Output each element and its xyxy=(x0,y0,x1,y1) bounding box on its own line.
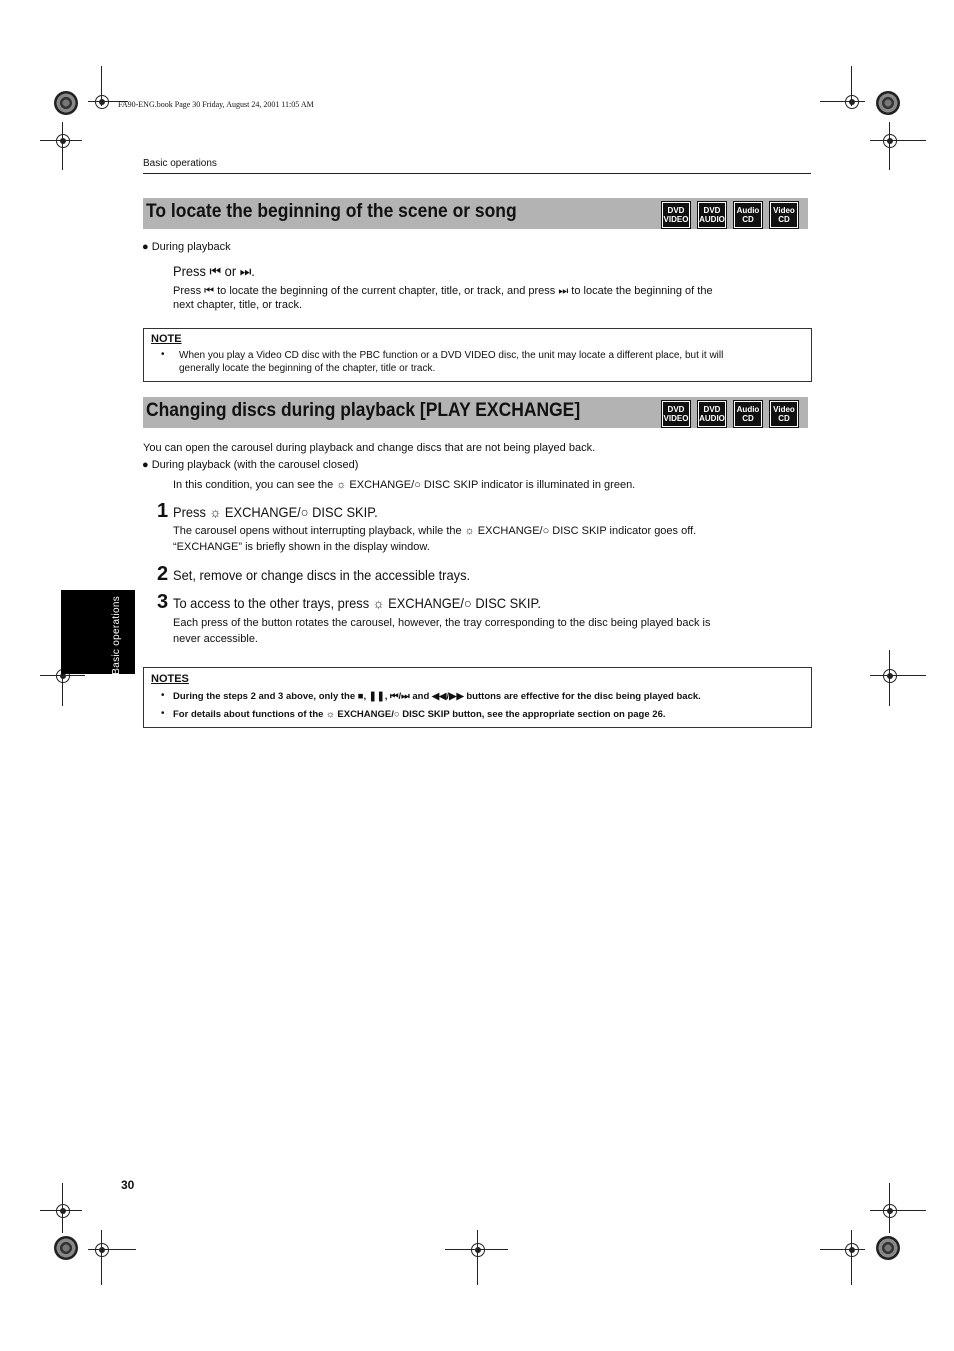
note-text-line1: When you play a Video CD disc with the PBC function or a DVD VIDEO disc, the unit may locate a different place, but it will xyxy=(179,350,724,361)
exchange-intro: You can open the carousel during playback and change discs that are not being played back. xyxy=(143,442,596,454)
section-bar-exchange xyxy=(143,397,808,428)
disc-badges xyxy=(662,401,798,427)
step-3-detail1: Each press of the button rotates the carousel, however, the tray corresponding to the disc being played back is xyxy=(173,617,711,629)
section-bar-locate xyxy=(143,198,808,229)
section-title-exchange: Changing discs during playback [PLAY EXCHANGE] xyxy=(146,400,581,421)
video-cd-badge: Video CD xyxy=(770,202,798,228)
instruction-detail-line1: Press ⏮ to locate the beginning of the current chapter, title, or track, and press ⏭ to locate the beginning of the xyxy=(173,285,713,297)
step-1-detail2: “EXCHANGE” is briefly shown in the display window. xyxy=(173,541,430,553)
note-title: NOTE xyxy=(151,333,182,345)
exchange-condition-detail: In this condition, you can see the ☼ EXCHANGE/○ DISC SKIP indicator is illuminated in green. xyxy=(173,479,636,491)
step-1-number: 1 xyxy=(157,500,169,522)
page-number: 30 xyxy=(121,1178,135,1192)
step-1-text: Press ☼ EXCHANGE/○ DISC SKIP. xyxy=(173,504,378,520)
dvd-audio-badge: DVD AUDIO xyxy=(698,202,726,228)
notes-bullet-1: • xyxy=(161,690,165,701)
note-box-locate xyxy=(143,328,812,382)
audio-cd-badge: Audio CD xyxy=(734,401,762,427)
header-rule xyxy=(143,173,811,174)
section-title-locate: To locate the beginning of the scene or song xyxy=(146,201,517,222)
notes-item-1: During the steps 2 and 3 above, only the ■, ❚❚, ⏮/⏭ and ◀◀/▶▶ buttons are effective for the disc being played back. xyxy=(173,691,701,702)
condition-during-playback: ● During playback xyxy=(142,241,231,253)
step-2-text: Set, remove or change discs in the accessible trays. xyxy=(173,567,471,583)
dvd-video-badge: DVD VIDEO xyxy=(662,202,690,228)
video-cd-badge: Video CD xyxy=(770,401,798,427)
side-tab-label: Basic operations xyxy=(111,596,122,675)
dvd-video-badge: DVD VIDEO xyxy=(662,401,690,427)
running-header: Basic operations xyxy=(143,158,217,169)
notes-item-2: For details about functions of the ☼ EXCHANGE/○ DISC SKIP button, see the appropriate section on page 26. xyxy=(173,709,666,720)
note-text-line2: generally locate the beginning of the chapter, title or track. xyxy=(179,363,436,374)
step-2-number: 2 xyxy=(157,563,169,585)
notes-bullet-2: • xyxy=(161,708,165,719)
note-bullet: • xyxy=(161,349,165,360)
step-3-text: To access to the other trays, press ☼ EXCHANGE/○ DISC SKIP. xyxy=(173,595,541,611)
audio-cd-badge: Audio CD xyxy=(734,202,762,228)
dvd-audio-badge: DVD AUDIO xyxy=(698,401,726,427)
disc-badges xyxy=(662,202,798,228)
step-1-detail1: The carousel opens without interrupting playback, while the ☼ EXCHANGE/○ DISC SKIP indicator goes off. xyxy=(173,525,697,537)
instruction-press-skip: Press ⏮ or ⏭. xyxy=(173,263,255,279)
file-header: FA90-ENG.book Page 30 Friday, August 24, 2001 11:05 AM xyxy=(118,100,314,109)
instruction-detail-line2: next chapter, title, or track. xyxy=(173,299,303,311)
side-tab xyxy=(61,590,135,674)
step-3-detail2: never accessible. xyxy=(173,633,258,645)
exchange-condition: ● During playback (with the carousel closed) xyxy=(142,459,359,471)
notes-title: NOTES xyxy=(151,673,189,685)
note-box-exchange xyxy=(143,667,812,728)
step-3-number: 3 xyxy=(157,591,169,613)
